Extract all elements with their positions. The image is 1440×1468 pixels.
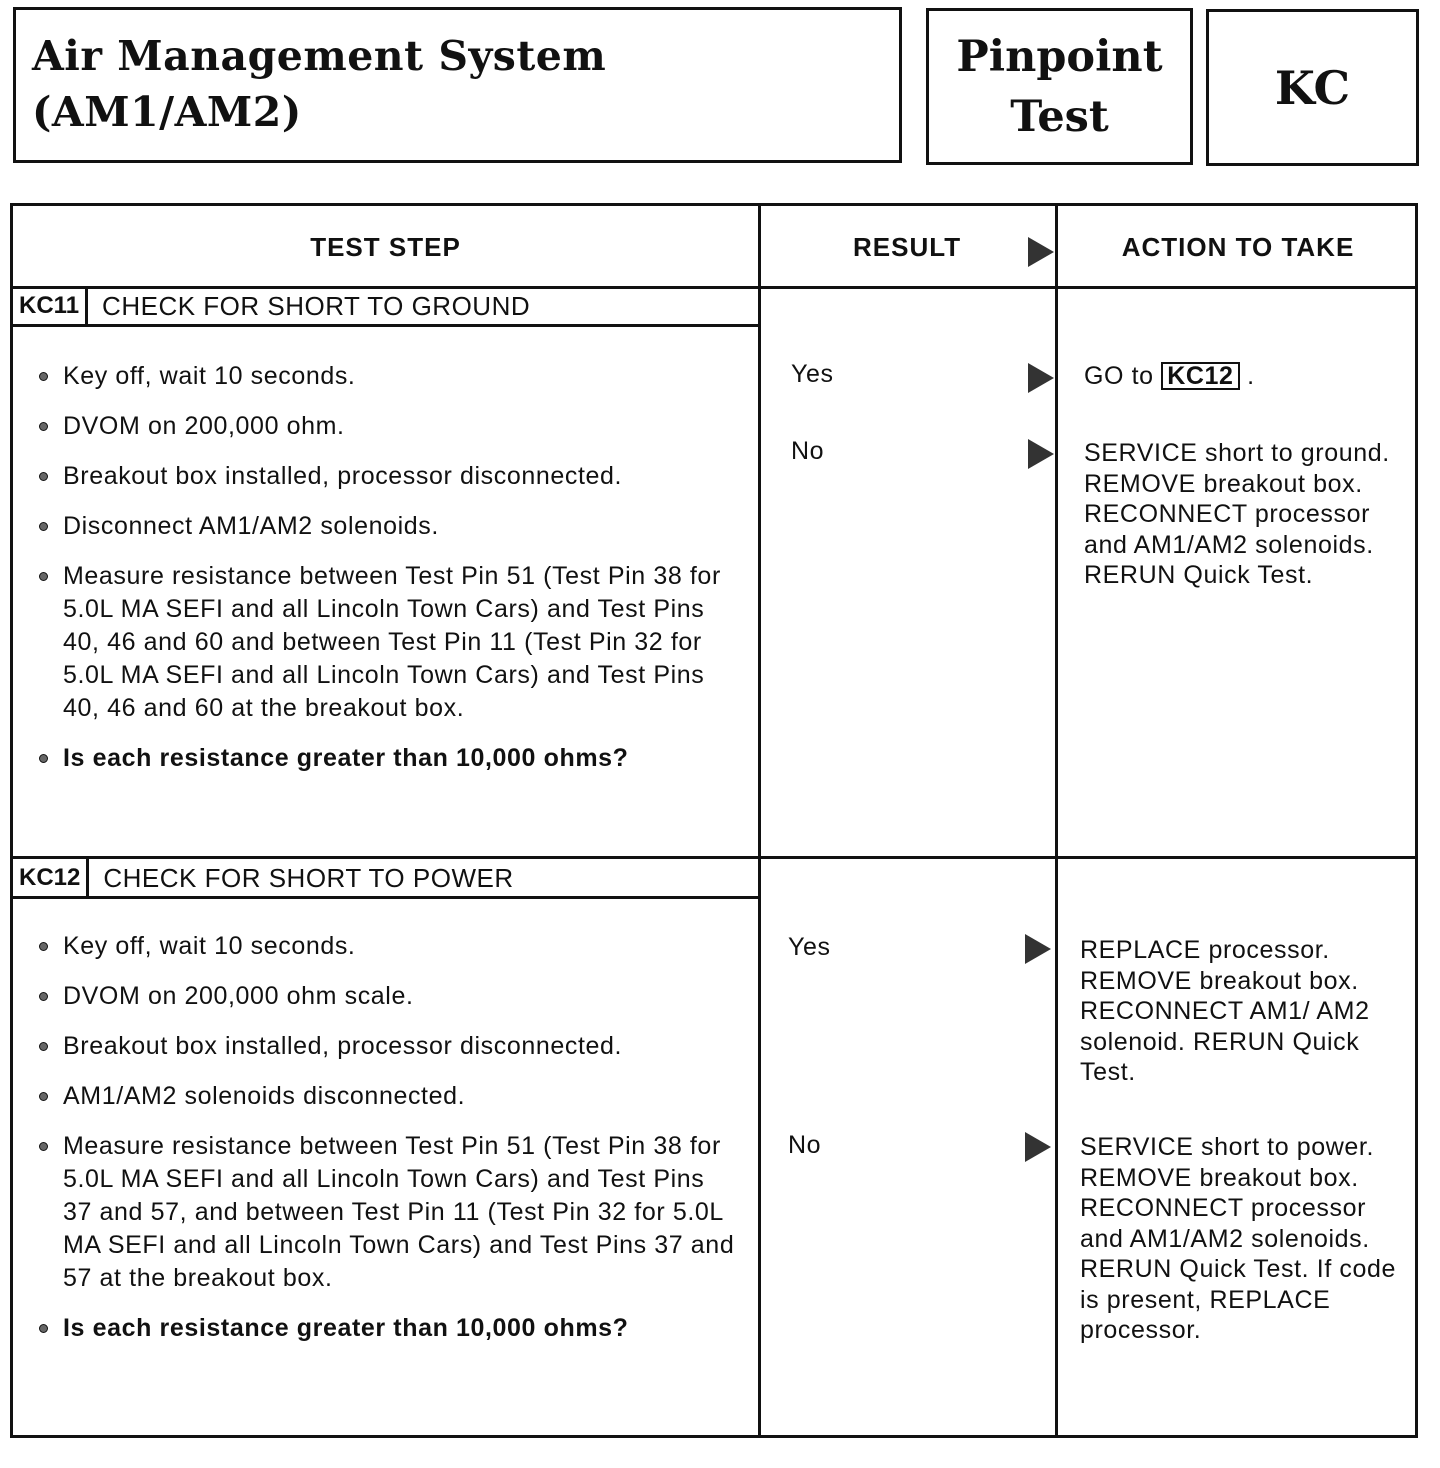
column-header-result: RESULT (853, 231, 962, 262)
arrow-icon (1025, 1132, 1051, 1162)
pinpoint-line1: Pinpoint (956, 31, 1163, 82)
list-item: Key off, wait 10 seconds. (37, 360, 737, 393)
result-no: No (791, 437, 825, 465)
action-text: GO to (1084, 362, 1154, 390)
test-code-box (1206, 9, 1419, 166)
list-item: Measure resistance between Test Pin 51 (Test Pin 38 for 5.0L MA SEFI and all Lincoln Town Cars) and Test Pins 40, 46 and 60 and between Test Pin 11 (Test Pin 32 for 5.0L MA SEFI and all Lincoln Town Cars) and Test Pins 40, 46 and 60 at the breakout box. (37, 560, 737, 725)
list-item: AM1/AM2 solenoids disconnected. (37, 1080, 737, 1113)
list-item: Breakout box installed, processor disconnected. (37, 460, 737, 493)
list-item: DVOM on 200,000 ohm scale. (37, 980, 737, 1013)
test-code: KC (1274, 60, 1351, 115)
column-divider (758, 206, 761, 1435)
action-kc11-no: SERVICE short to ground. REMOVE breakout box. RECONNECT processor and AM1/AM2 solenoids. RERUN Quick Test. (1084, 439, 1390, 589)
step-header-kc11 (13, 286, 756, 326)
system-title (32, 28, 606, 140)
step-id: KC11 (13, 286, 88, 326)
result-yes: Yes (791, 360, 834, 388)
step-instructions-kc11 (37, 360, 737, 792)
list-item: Breakout box installed, processor disconnected. (37, 1030, 737, 1063)
action-text: . (1247, 362, 1255, 390)
column-header-test-step: TEST STEP (310, 231, 461, 262)
system-title-line1: Air Management System (32, 32, 607, 80)
step-header-kc12 (13, 858, 756, 898)
system-title-box (13, 7, 902, 163)
pinpoint-table (10, 203, 1418, 1438)
arrow-icon (1028, 237, 1054, 267)
pinpoint-line2: Test (1010, 91, 1109, 142)
step-instructions-kc12 (37, 930, 737, 1362)
list-item-question: Is each resistance greater than 10,000 ohms? (37, 742, 737, 775)
action-kc11-yes (1084, 361, 1404, 392)
step-id: KC12 (13, 858, 89, 898)
pinpoint-test-box (926, 8, 1193, 165)
action-kc12-yes: REPLACE processor. REMOVE breakout box. RECONNECT AM1/ AM2 solenoid. RERUN Quick Test. (1080, 936, 1370, 1086)
step-reference: KC12 (1161, 362, 1239, 390)
column-divider (1055, 206, 1058, 1435)
step-title: CHECK FOR SHORT TO POWER (103, 862, 514, 893)
step-title: CHECK FOR SHORT TO GROUND (102, 290, 531, 321)
list-item: Disconnect AM1/AM2 solenoids. (37, 510, 737, 543)
result-yes: Yes (788, 933, 831, 961)
arrow-icon (1028, 439, 1054, 469)
list-item: Measure resistance between Test Pin 51 (Test Pin 38 for 5.0L MA SEFI and all Lincoln Town Cars) and Test Pins 37 and 57, and between Test Pin 11 (Test Pin 32 for 5.0L MA SEFI and all Lincoln Town Cars) and Test Pins 37 and 57 at the breakout box. (37, 1130, 737, 1295)
pinpoint-test-label (929, 27, 1190, 147)
system-title-line2: (AM1/AM2) (32, 88, 302, 136)
action-kc12-no: SERVICE short to power. REMOVE breakout box. RECONNECT processor and AM1/AM2 solenoids. RERUN Quick Test. If code is present, REPLACE processor. (1080, 1133, 1397, 1344)
arrow-icon (1028, 363, 1054, 393)
result-no: No (788, 1131, 822, 1159)
column-header-action: ACTION TO TAKE (1121, 231, 1355, 262)
list-item: DVOM on 200,000 ohm. (37, 410, 737, 443)
list-item-question: Is each resistance greater than 10,000 ohms? (37, 1312, 737, 1345)
arrow-icon (1025, 934, 1051, 964)
list-item: Key off, wait 10 seconds. (37, 930, 737, 963)
